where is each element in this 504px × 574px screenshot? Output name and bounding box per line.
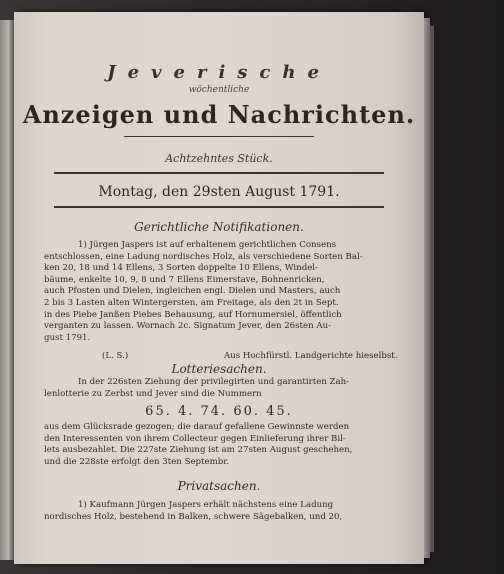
private-line: nordisches Holz, bestehend in Balken, schwere Sägebalken, und 20, bbox=[44, 511, 343, 522]
left-page-edge bbox=[0, 20, 15, 560]
court-signature: Aus Hochfürstl. Landgerichte hieselbst. bbox=[224, 351, 398, 361]
private-line: 1) Kaufmann Jürgen Jaspers erhält nächstens eine Ladung bbox=[78, 500, 334, 510]
masthead-subtitle: wöchentliche bbox=[188, 85, 250, 95]
lottery-line: lets ausbezahlet. Die 227ste Ziehung ist am 27sten August geschehen, bbox=[44, 445, 353, 456]
masthead-rule bbox=[124, 136, 314, 137]
notices-line: entschlossen, eine Ladung nordisches Holz, als verschiedene Sorten Bal- bbox=[44, 251, 363, 262]
lottery-line: aus dem Glücksrade gezogen; die darauf gefallene Gewinnste werden bbox=[44, 422, 350, 432]
notices-line: gust 1791. bbox=[44, 332, 91, 343]
lottery-line: den Interessenten von ihrem Collecteur gegen Einlieferung ihrer Bil- bbox=[44, 433, 346, 444]
lottery-line: und die 228ste erfolgt den 3ten Septembr. bbox=[44, 456, 230, 467]
notices-paragraph bbox=[44, 240, 366, 344]
notices-line: 1) Jürgen Jaspers ist auf erhaltenem gerichtlichen Consens bbox=[78, 240, 337, 250]
notices-line: bäume, enkelte 10, 9, 8 und 7 Ellens Eimerstave, Bohnenricken, bbox=[44, 274, 325, 285]
lottery-line: lenlotterie zu Zerbst und Jever sind die Nummern bbox=[44, 388, 262, 399]
date-rule-top bbox=[54, 172, 384, 174]
page-stack-edge bbox=[430, 26, 434, 552]
section-heading-notices: Gerichtliche Notifikationen. bbox=[134, 220, 304, 234]
lottery-numbers: 65. 4. 74. 60. 45. bbox=[145, 404, 293, 419]
lottery-paragraph-intro bbox=[44, 377, 366, 400]
notices-line: in des Piebe Janßen Piebes Behausung, auf Hornumersiel, öffentlich bbox=[44, 309, 342, 320]
notices-line: ken 20, 18 und 14 Ellens, 3 Sorten doppelte 10 Ellens, Windel- bbox=[44, 263, 318, 274]
issue-number: Achtzehntes Stück. bbox=[165, 152, 273, 165]
private-paragraph bbox=[44, 500, 366, 523]
lottery-line: In der 226sten Ziehung der privilegirten und garantirten Zah- bbox=[78, 377, 350, 387]
newspaper-page bbox=[14, 12, 424, 564]
masthead-town: Jeverische bbox=[107, 62, 331, 83]
date-rule-bottom bbox=[54, 206, 384, 208]
section-heading-private: Privatsachen. bbox=[177, 479, 261, 493]
notices-line: verganten zu lassen. Wornach 2c. Signatum Jever, den 26sten Au- bbox=[44, 321, 332, 332]
section-heading-lottery: Lotteriesachen. bbox=[171, 362, 267, 376]
notices-line: auch Pfosten und Dielen, ingleichen engl. Dielen und Masters, auch bbox=[44, 286, 341, 297]
lottery-paragraph-rest bbox=[44, 422, 366, 468]
notices-line: 2 bis 3 Lasten alten Wintergersten, am Freitage, als den 2t in Sept. bbox=[44, 297, 339, 308]
masthead-title: Anzeigen und Nachrichten. bbox=[22, 100, 416, 129]
seal-mark: (L. S.) bbox=[102, 351, 129, 361]
issue-date: Montag, den 29sten August 1791. bbox=[98, 184, 340, 200]
